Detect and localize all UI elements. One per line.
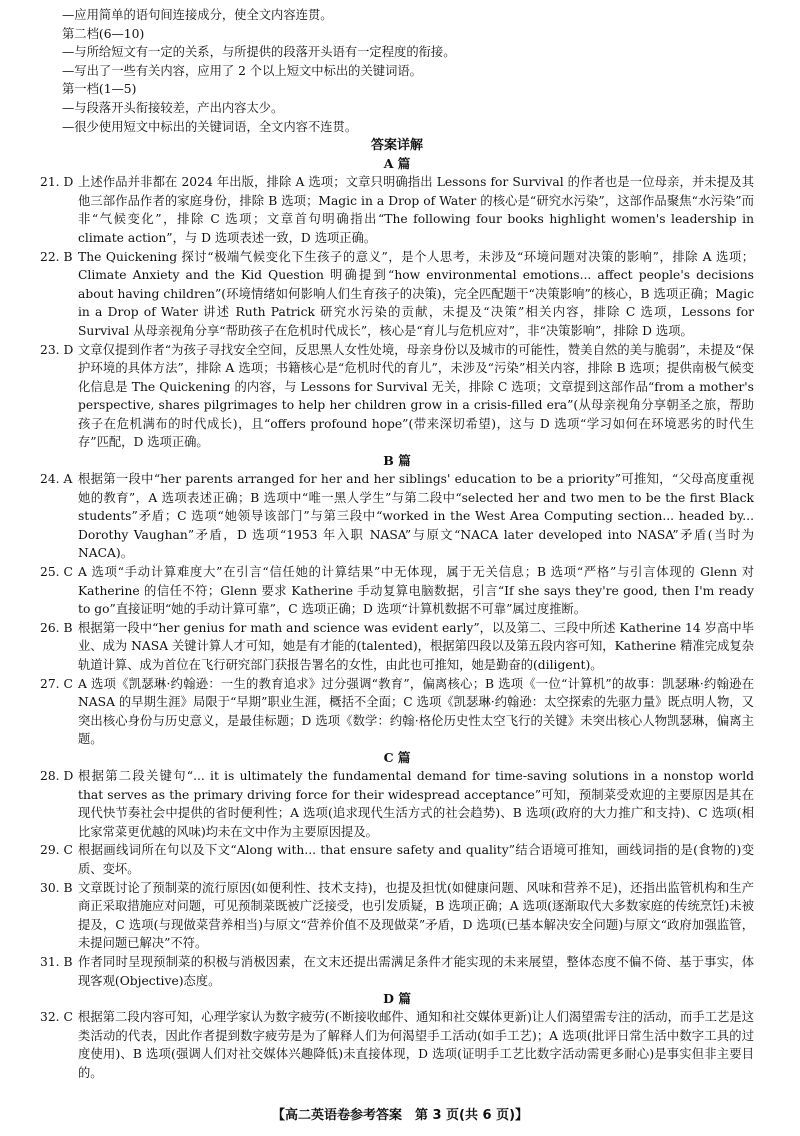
answer-text: 根据画线词所在句以及下文“Along with... that ensure safety and quality”结合语境可推知，画线词指的是(食物的)变质、变坏。 bbox=[78, 843, 754, 876]
criteria-line: —写出了一些有关内容，应用了 2 个以上短文中标出的关键词语。 bbox=[62, 63, 422, 78]
answer-number: 25. C bbox=[40, 565, 73, 580]
answer-number: 28. D bbox=[40, 768, 74, 783]
answer-number: 21. D bbox=[40, 175, 74, 190]
answer-item bbox=[40, 341, 754, 453]
answer-text: 根据第二段关键句“... it is ultimately the fundamental demand for time-saving solutions in a nonstop world that serves as the primary driving force for their widespread acceptance”可知，预制菜受欢迎的主要原因是其在现代快节奏社会中提供的省时便利性；A 选项(追求现代生活方式的社会趋势)、B 选项(政府的大力推广和支持)、C 选项(相比家常菜更优越的风味)均未在文中作为主要原因提及。 bbox=[78, 768, 754, 839]
answer-item bbox=[40, 619, 754, 675]
section-heading: D 篇 bbox=[383, 991, 411, 1007]
answer-text: A 选项《凯瑟琳·约翰逊：一生的教育追求》过分强调“教育”，偏离核心；B 选项《一位“计算机”的故事：凯瑟琳·约翰逊在 NASA 的早期生涯》局限于“早期”职业生涯，概括不全面；C 选项《凯瑟琳·约翰逊：太空探索的先驱力量》既点明人物，又突出核心身份与历史意义，是最佳标题；D 选项《数学：约翰·格伦历史性太空飞行的关键》未突出核心人物凯瑟琳，偏离主题。 bbox=[78, 676, 754, 747]
answer-item bbox=[40, 767, 754, 841]
section-heading: C 篇 bbox=[383, 749, 411, 765]
answer-text: 根据第一段中“her parents arranged for her and her siblings' education to be a priority”可推知，“父母高度重视她的教育”，A 选项表述正确；B 选项中“唯一黑人学生”与第二段中“selected her and two men to be the first Black students”矛盾；C 选项“她领导该部门”与第三段中“worked in the West Area Computing section... headed by... Dorothy Vaughan”矛盾，D 选项“1953 年入职 NASA”与原文“NACA later developed into NASA”矛盾(当时为 NACA)。 bbox=[78, 472, 754, 561]
answer-number: 22. B bbox=[40, 249, 73, 264]
answer-text: The Quickening 探讨“极端气候变化下生孩子的意义”，是个人思考，未涉及“环境问题对决策的影响”，排除 A 选项；Climate Anxiety and the Kid Question 明确提到“how environmental emotions... affect people's decisions about having children”(环境情绪如何影响人们生育孩子的决策)，完全匹配题干“决策影响”的核心，B 选项正确；Magic in a Drop of Water 讲述 Ruth Patrick 研究水污染的贡献，未提及“决策”相关内容，排除 C 选项，Lessons for Survival 从母亲视角分享“帮助孩子在危机时代成长”，核心是“育儿与危机应对”，非“决策影响”，排除 D 选项。 bbox=[78, 249, 754, 338]
answer-item bbox=[40, 841, 754, 878]
answer-item bbox=[40, 173, 754, 247]
answers-title: 答案详解 bbox=[370, 138, 423, 154]
answer-item bbox=[40, 248, 754, 341]
answer-item bbox=[40, 470, 754, 563]
answer-number: 29. C bbox=[40, 843, 73, 858]
scoring-criteria bbox=[40, 6, 754, 136]
criteria-line: —与所给短文有一定的关系，与所提供的段落开头语有一定程度的衔接。 bbox=[62, 45, 456, 60]
answer-item bbox=[40, 879, 754, 953]
answer-text: 根据第二段内容可知，心理学家认为数字疲劳(不断接收邮件、通知和社交媒体更新)让人们渴望需专注的活动，而手工艺是这类活动的代表，因此作者提到数字疲劳是为了解释人们为何渴望手工活动(如手工艺)；A 选项(批评日常生活中数字工具的过度使用)、B 选项(强调人们对社交媒体兴趣降低)未直接体现，D 选项(证明手工艺比数字活动需更多耐心)是事实但非主要目的。 bbox=[78, 1010, 754, 1080]
page-footer: 【高二英语卷参考答案 第 3 页(共 6 页)】 bbox=[271, 1108, 529, 1123]
criteria-line: 第二档(6—10) bbox=[62, 26, 145, 41]
section-heading: A 篇 bbox=[383, 156, 411, 172]
answer-item bbox=[40, 563, 754, 619]
answer-item bbox=[40, 675, 754, 749]
criteria-line: 第一档(1—5) bbox=[62, 82, 137, 97]
answer-number: 31. B bbox=[40, 954, 73, 969]
answer-number: 24. A bbox=[40, 472, 73, 487]
answer-number: 26. B bbox=[40, 620, 73, 635]
section-heading: B 篇 bbox=[383, 453, 411, 469]
answer-text: 上述作品并非都在 2024 年出版，排除 A 选项；文章只明确指出 Lessons for Survival 的作者也是一位母亲，并未提及其他三部作品作者的家庭身份，排除 B 选项；Magic in a Drop of Water 的核心是“研究水污染”，这部作品聚焦“水污染”而非“气候变化”，排除 C 选项；文章首句明确指出“The following four books highlight women's leadership in climate action”，与 D 选项表述一致，D 选项正确。 bbox=[78, 175, 754, 245]
answer-text: 根据第一段中“her genius for math and science was evident early”，以及第二、三段中所述 Katherine 14 岁高中毕业、成为 NASA 关键计算人才可知，她是有才能的(talented)，根据第四段以及第五段内容可知，Katherine 精准完成复杂轨道计算、成为首位在飞行研究部门获报告署名的女性，由此也可推知，她是勤奋的(diligent)。 bbox=[78, 620, 754, 672]
criteria-line: —很少使用短文中标出的关键词语，全文内容不连贯。 bbox=[62, 119, 358, 134]
answer-text: 作者同时呈现预制菜的积极与消极因素，在文末还提出需满足条件才能实现的未来展望，整体态度不偏不倚、基于事实，体现客观(Objective)态度。 bbox=[78, 954, 754, 988]
criteria-line: —应用简单的语句间连接成分，使全文内容连贯。 bbox=[62, 8, 333, 22]
answer-number: 32. C bbox=[40, 1010, 73, 1025]
answer-number: 23. D bbox=[40, 342, 74, 357]
answer-item bbox=[40, 953, 754, 990]
answer-text: 文章既讨论了预制菜的流行原因(如便利性、技术支持)，也提及担忧(如健康问题、风味和营养不足)，还指出监管机构和生产商正采取措施应对问题，可见预制菜既被广泛接受，也引发质疑，B 选项正确；A 选项(逐渐取代大多数家庭的传统烹饪)未被提及，C 选项(与现做菜营养相当)与原文“营养价值不及现做菜”矛盾，D 选项(已基本解决安全问题)与原文“政府加强监管，未提问题已解决”不符。 bbox=[78, 880, 754, 951]
answer-number: 27. C bbox=[40, 676, 73, 691]
answer-number: 30. B bbox=[40, 880, 73, 895]
answer-text: A 选项“手动计算难度大”在引言“信任她的计算结果”中无体现，属于无关信息；B 选项“严格”与引言体现的 Glenn 对 Katherine 的信任不符；Glenn 要求 Katherine 手动复算电脑数据，引言“If she says they're good, then I'm ready to go”直接证明“她的手动计算可靠”，C 选项正确；D 选项“计算机数据不可靠”属过度推断。 bbox=[78, 565, 754, 617]
answer-item bbox=[40, 1008, 754, 1082]
criteria-line: —与段落开头衔接较差，产出内容太少。 bbox=[62, 100, 284, 115]
answer-text: 文章仅提到作者“为孩子寻找安全空间，反思黑人女性处境，母亲身份以及城市的可能性，赞美自然的美与脆弱”，未提及“保护环境的具体方法”，排除 A 选项；书籍核心是“危机时代的育儿”，未涉及“污染”相关内容，排除 B 选项；提供南极气候变化信息是 The Quickening 的内容，与 Lessons for Survival 无关，排除 C 选项；文章提到这部作品“from a mother's perspective, shares pilgrimages to help her children grow in a crisis-filled era”(从母亲视角分享朝圣之旅，帮助孩子在危机满布的时代成长)，且“offers profound hope”(带来深切希望)，这与 D 选项“学习如何在环境恶劣的时代生存”匹配，D 选项正确。 bbox=[78, 342, 754, 450]
